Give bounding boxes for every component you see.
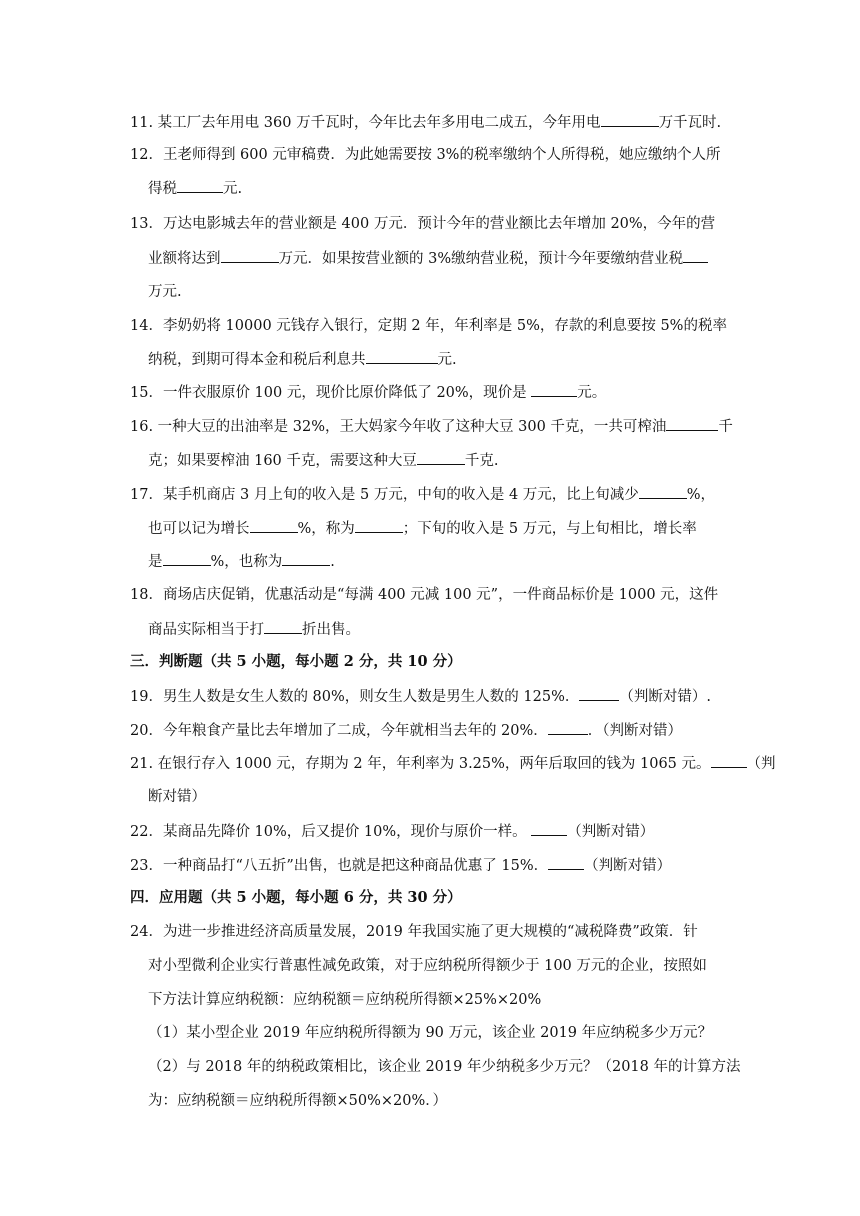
question-21-cont: 断对错） [148,789,206,805]
question-23: 23．一种商品打“八五折”出售，也就是把这种商品优惠了 15%． （判断对错） [130,855,671,876]
question-11: 11. 某工厂去年用电 360 万千瓦时，今年比去年多用电二成五，今年用电 万千瓦时. [130,112,721,133]
section-4-heading: 四．应用题（共 5 小题，每小题 6 分，共 30 分） [130,889,462,906]
question-13-cont2: 万元. [148,284,182,300]
answer-blank [355,518,403,533]
section-3-heading: 三．判断题（共 5 小题，每小题 2 分，共 10 分） [130,653,462,670]
question-16-cont: 克；如果要榨油 160 千克，需要这种大豆 千克. [148,450,499,471]
answer-blank [531,821,567,836]
answer-blank [683,248,708,263]
answer-blank [711,753,747,768]
answer-blank [548,855,584,870]
question-21: 21. 在银行存入 1000 元，存期为 2 年，年利率为 3.25%，两年后取回的钱为 1065 元。 （判 [130,753,776,774]
question-14: 14．李奶奶将 10000 元钱存入银行，定期 2 年，年利率是 5%，存款的利息要按 5%的税率 [130,318,727,334]
question-24-line-2: 对小型微利企业实行普惠性减免政策，对于应纳税所得额少于 100 万元的企业，按照如 [148,958,707,974]
question-18-cont: 商品实际相当于打 折出售。 [148,619,360,640]
question-24-part-1: （1）某小型企业 2019 年应纳税所得额为 90 万元，该企业 2019 年应纳税多少万元？ [148,1025,713,1041]
question-18: 18．商场店庆促销，优惠活动是“每满 400 元减 100 元”，一件商品标价是 1000 元，这件 [130,587,719,603]
question-24-line-3: 下方法计算应纳税额：应纳税额＝应纳税所得额×25%×20% [148,992,542,1008]
answer-blank [417,450,465,465]
question-24-part-2-cont: 为：应纳税额＝应纳税所得额×50%×20%．） [148,1093,448,1109]
answer-blank [366,349,438,364]
question-16: 16. 一种大豆的出油率是 32%，王大妈家今年收了这种大豆 300 千克，一共可榨油 千 [130,416,733,437]
question-12: 12．王老师得到 600 元审稿费．为此她需要按 3%的税率缴纳个人所得税，她应缴纳个人所 [130,147,721,163]
answer-blank [264,619,302,634]
answer-blank [221,248,279,263]
answer-blank [579,686,619,701]
question-17-cont2: 是 %，也称为 . [148,551,335,572]
question-22: 22．某商品先降价 10%，后又提价 10%，现价与原价一样。 （判断对错） [130,821,654,842]
question-13-cont: 业额将达到 万元．如果按营业额的 3%缴纳营业税，预计今年要缴纳营业税 [148,248,708,269]
question-24-part-2: （2）与 2018 年的纳税政策相比，该企业 2019 年少纳税多少万元？（2018 年的计算方法 [148,1059,741,1075]
question-19: 19．男生人数是女生人数的 80%，则女生人数是男生人数的 125%． （判断对错）. [130,686,711,707]
question-13: 13．万达电影城去年的营业额是 400 万元．预计今年的营业额比去年增加 20%，今年的营 [130,216,716,232]
answer-blank [282,551,330,566]
answer-blank [639,484,687,499]
question-17-cont: 也可以记为增长 %，称为 ；下旬的收入是 5 万元，与上旬相比，增长率 [148,518,697,539]
question-20: 20．今年粮食产量比去年增加了二成，今年就相当去年的 20%． ．（判断对错） [130,720,682,741]
question-15: 15．一件衣服原价 100 元，现价比原价降低了 20%，现价是 元。 [130,382,606,403]
answer-blank [177,178,223,193]
answer-blank [250,518,298,533]
answer-blank [163,551,211,566]
answer-blank [666,416,718,431]
question-14-cont: 纳税，到期可得本金和税后利息共 元. [148,349,457,370]
question-24-line-1: 24．为进一步推进经济高质量发展，2019 年我国实施了更大规模的“减税降费”政策．针 [130,924,698,940]
question-17: 17．某手机商店 3 月上旬的收入是 5 万元，中旬的收入是 4 万元，比上旬减少 %， [130,484,715,505]
answer-blank [601,112,659,127]
answer-blank [531,382,577,397]
answer-blank [548,720,588,735]
question-12-cont: 得税 元. [148,178,242,199]
